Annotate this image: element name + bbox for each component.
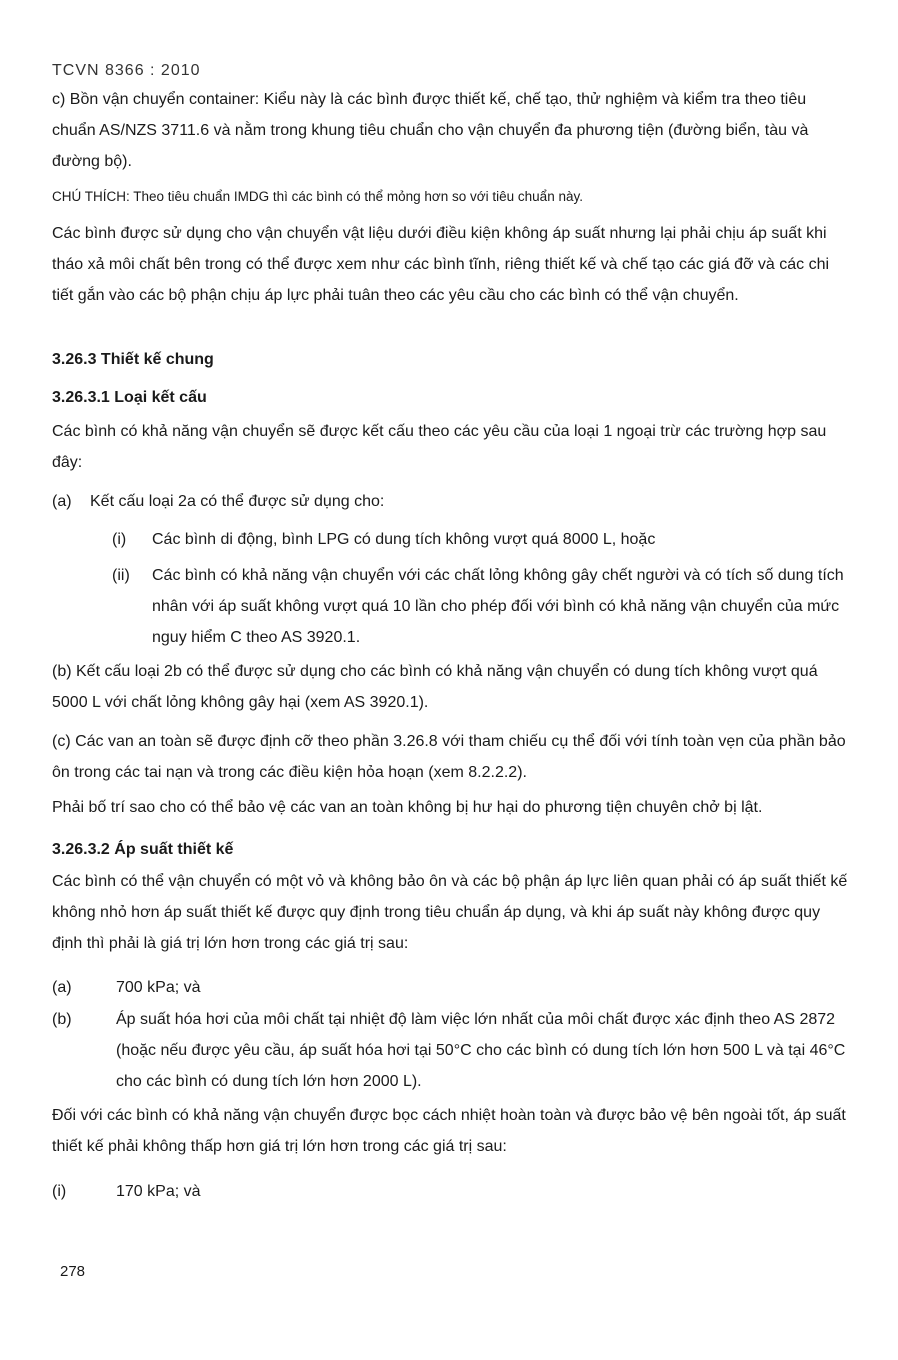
- list-text: 700 kPa; và: [116, 979, 201, 996]
- paragraph-static-vessels: Các bình được sử dụng cho vận chuyển vật liệu dưới điều kiện không áp suất nhưng lại phải chịu áp suất khi tháo xả môi chất bên trong có thể được xem như các bình tĩnh, riêng thiết kế và chế tạo các giá đỡ và các chi tiết gắn vào các bộ phận chịu áp lực phải tuân theo các yêu cầu cho các bình có thể vận chuyển.: [52, 225, 830, 304]
- list-item-pressure-b: [52, 1004, 852, 1097]
- list-item-a-ii: [112, 560, 852, 653]
- paragraph-valve-protection: Phải bố trí sao cho có thể bảo vệ các van an toàn không bị hư hại do phương tiện chuyên chở bị lật.: [52, 799, 763, 816]
- paragraph-insulated-vessels: Đối với các bình có khả năng vận chuyển được bọc cách nhiệt hoàn toàn và được bảo vệ bên ngoài tốt, áp suất thiết kế phải không thấp hơn giá trị lớn hơn trong các giá trị sau:: [52, 1107, 846, 1155]
- paragraph-transportable-construction: Các bình có khả năng vận chuyển sẽ được kết cấu theo các yêu cầu của loại 1 ngoại trừ các trường hợp sau đây:: [52, 423, 827, 471]
- heading-3-26-3-1: 3.26.3.1 Loại kết cấu: [52, 389, 207, 406]
- list-item-pressure-a: [52, 972, 852, 1003]
- paragraph-c-container-tanks: c) Bồn vận chuyển container: Kiểu này là các bình được thiết kế, chế tạo, thử nghiệm và kiểm tra theo tiêu chuẩn AS/NZS 3711.6 và nằm trong khung tiêu chuẩn cho vận chuyển đa phương tiện (đường biển, tàu và đường bộ).: [52, 91, 809, 170]
- list-marker: (a): [52, 493, 72, 510]
- heading-3-26-3-2: 3.26.3.2 Áp suất thiết kế: [52, 841, 234, 858]
- list-text: 170 kPa; và: [116, 1183, 201, 1200]
- paragraph-b-type-2b: (b) Kết cấu loại 2b có thể được sử dụng cho các bình có khả năng vận chuyển có dung tích không vượt quá 5000 L với chất lỏng không gây hại (xem AS 3920.1).: [52, 663, 818, 711]
- list-marker: (b): [52, 1011, 72, 1028]
- list-marker: (i): [112, 531, 127, 548]
- list-marker: (a): [52, 979, 72, 996]
- list-text: Các bình di động, bình LPG có dung tích không vượt quá 8000 L, hoặc: [152, 531, 656, 548]
- list-item-a-i: [112, 524, 852, 555]
- list-marker: (i): [52, 1183, 67, 1200]
- list-marker: (ii): [112, 567, 130, 584]
- list-text: Các bình có khả năng vận chuyển với các chất lỏng không gây chết người và có tích số dung tích nhân với áp suất không vượt quá 10 lần cho phép đối với bình có khả năng vận chuyển của mức nguy hiểm C theo AS 3920.1.: [152, 567, 844, 646]
- list-text: Áp suất hóa hơi của môi chất tại nhiệt độ làm việc lớn nhất của môi chất được xác định theo AS 2872 (hoặc nếu được yêu cầu, áp suất hóa hơi tại 50°C cho các bình có dung tích lớn hơn 500 L và tại 46°C cho các bình có dung tích lớn hơn 2000 L).: [116, 1011, 846, 1090]
- list-item-a: [52, 486, 852, 517]
- standard-header: TCVN 8366 : 2010: [52, 62, 201, 79]
- list-item-insulated-i: [52, 1176, 852, 1207]
- page-number: 278: [60, 1263, 86, 1280]
- heading-3-26-3: 3.26.3 Thiết kế chung: [52, 351, 214, 368]
- note: CHÚ THÍCH: Theo tiêu chuẩn IMDG thì các bình có thể mỏng hơn so với tiêu chuẩn này.: [52, 189, 583, 204]
- paragraph-design-pressure: Các bình có thể vận chuyển có một vỏ và không bảo ôn và các bộ phận áp lực liên quan phải có áp suất thiết kế không nhỏ hơn áp suất thiết kế được quy định trong tiêu chuẩn áp dụng, và khi áp suất này không được quy định thì phải là giá trị lớn hơn trong các giá trị sau:: [52, 873, 848, 952]
- list-text: Kết cấu loại 2a có thể được sử dụng cho:: [90, 493, 385, 510]
- paragraph-c-safety-valves: (c) Các van an toàn sẽ được định cỡ theo phần 3.26.8 với tham chiếu cụ thể đối với tính toàn vẹn của phần bảo ôn trong các tai nạn và trong các điều kiện hỏa hoạn (xem 8.2.2.2).: [52, 733, 846, 781]
